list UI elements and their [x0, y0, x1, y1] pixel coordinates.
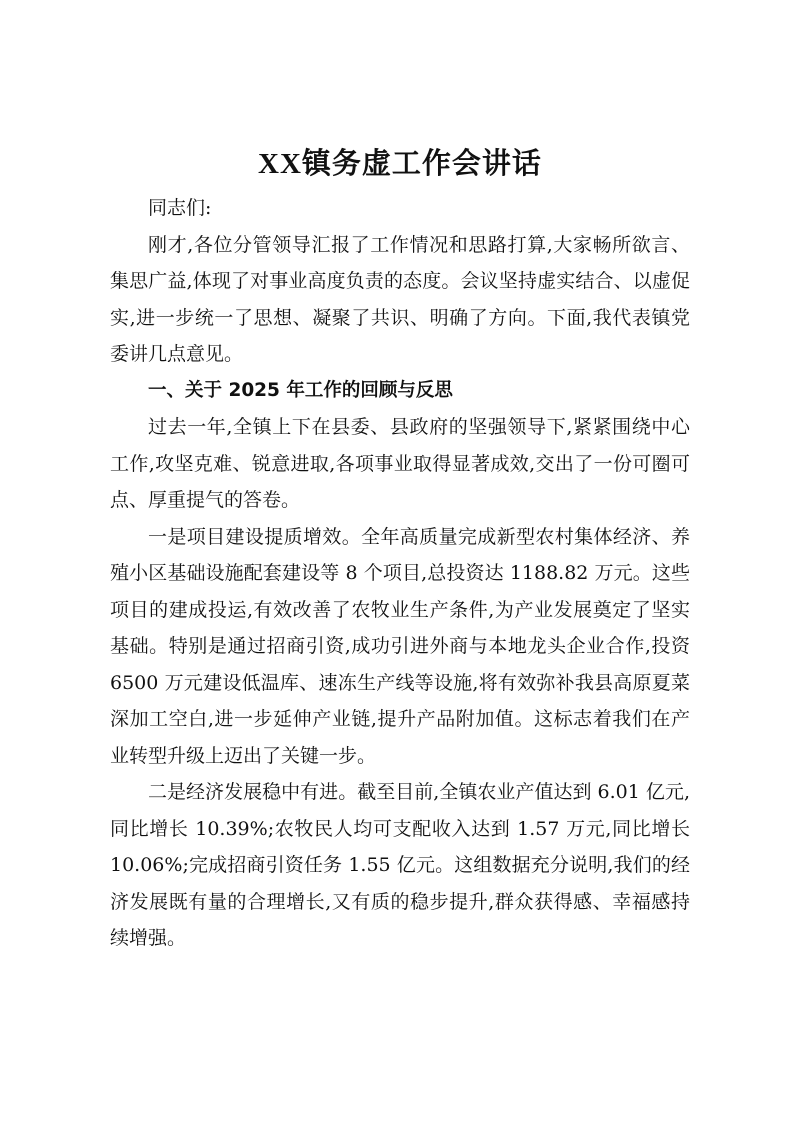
salutation: 同志们: — [148, 197, 212, 219]
project-paragraph: 一是项目建设提质增效。全年高质量完成新型农村集体经济、养殖小区基础设施配套建设等 8 个项目,总投资达 1188.82 万元。这些项目的建成投运,有效改善了农牧业生产条件,为产业发展奠定了坚实基础。特别是通过招商引资,成功引进外商与本地龙头企业合作,投资 6500 万元建设低温库、速冻生产线等设施,将有效弥补我县高原夏菜深加工空白,进一步延伸产业链,提升产品附加值。这标志着我们在产业转型升级上迈出了关键一步。 — [110, 525, 690, 767]
review-paragraph: 过去一年,全镇上下在县委、县政府的坚强领导下,紧紧围绕中心工作,攻坚克难、锐意进取,各项事业取得显著成效,交出了一份可圈可点、厚重提气的答卷。 — [110, 416, 690, 511]
document-title: XX镇务虚工作会讲话 — [258, 148, 542, 180]
intro-paragraph: 刚才,各位分管领导汇报了工作情况和思路打算,大家畅所欲言、集思广益,体现了对事业高度负责的态度。会议坚持虚实结合、以虚促实,进一步统一了思想、凝聚了共识、明确了方向。下面,我代表镇党委讲几点意见。 — [110, 233, 690, 365]
economy-paragraph: 二是经济发展稳中有进。截至目前,全镇农业产值达到 6.01 亿元,同比增长 10.39%;农牧民人均可支配收入达到 1.57 万元,同比增长 10.06%;完成招商引资任务 1.55 亿元。这组数据充分说明,我们的经济发展既有量的合理增长,又有质的稳步提升,群众获得感、幸福感持续增强。 — [110, 781, 690, 949]
section-heading: 一、关于 2025 年工作的回顾与反思 — [148, 379, 453, 401]
document-page — [110, 138, 690, 957]
